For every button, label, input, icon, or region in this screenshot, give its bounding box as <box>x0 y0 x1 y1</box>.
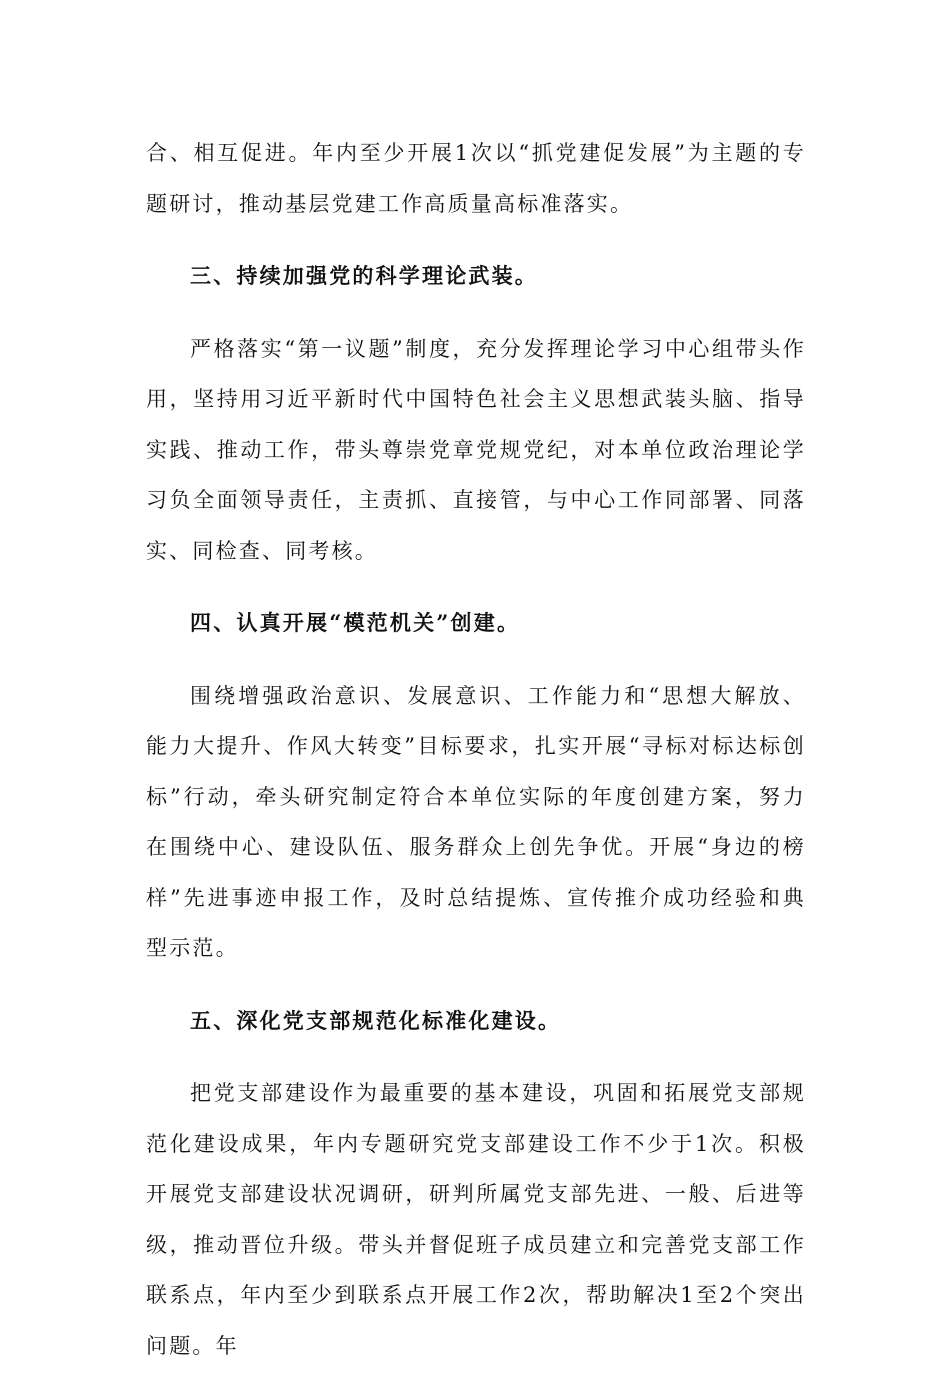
section-body-block <box>146 1057 806 1382</box>
intro-block <box>146 128 806 240</box>
document-page <box>146 128 806 1382</box>
section-paragraph: 围绕增强政治意识、发展意识、工作能力和“思想大解放、能力大提升、作风大转变”目标要求，扎实开展“寻标对标达标创标”行动，牵头研究制定符合本单位实际的年度创建方案，努力在围绕中心、建设队伍、服务群众上创先争优。开展“身边的榜样”先进事迹申报工作，及时总结提炼、宣传推介成功经验和典型示范。 <box>146 671 806 974</box>
section-paragraph: 把党支部建设作为最重要的基本建设，巩固和拓展党支部规范化建设成果，年内专题研究党支部建设工作不少于1次。积极开展党支部建设状况调研，研判所属党支部先进、一般、后进等级，推动晋位升级。带头并督促班子成员建立和完善党支部工作联系点，年内至少到联系点开展工作2次，帮助解决1至2个突出问题。年 <box>146 1068 806 1371</box>
section-heading: 四、认真开展“模范机关”创建。 <box>146 587 806 660</box>
section-5 <box>146 985 806 1382</box>
section-body-block <box>146 313 806 588</box>
section-3 <box>146 240 806 587</box>
section-body-block <box>146 660 806 985</box>
section-heading: 三、持续加强党的科学理论武装。 <box>146 240 806 313</box>
section-4 <box>146 587 806 985</box>
section-heading: 五、深化党支部规范化标准化建设。 <box>146 985 806 1058</box>
intro-paragraph: 合、相互促进。年内至少开展1次以“抓党建促发展”为主题的专题研讨，推动基层党建工作高质量高标准落实。 <box>146 128 806 229</box>
section-paragraph: 严格落实“第一议题”制度，充分发挥理论学习中心组带头作用，坚持用习近平新时代中国特色社会主义思想武装头脑、指导实践、推动工作，带头尊崇党章党规党纪，对本单位政治理论学习负全面领导责任，主责抓、直接管，与中心工作同部署、同落实、同检查、同考核。 <box>146 324 806 577</box>
